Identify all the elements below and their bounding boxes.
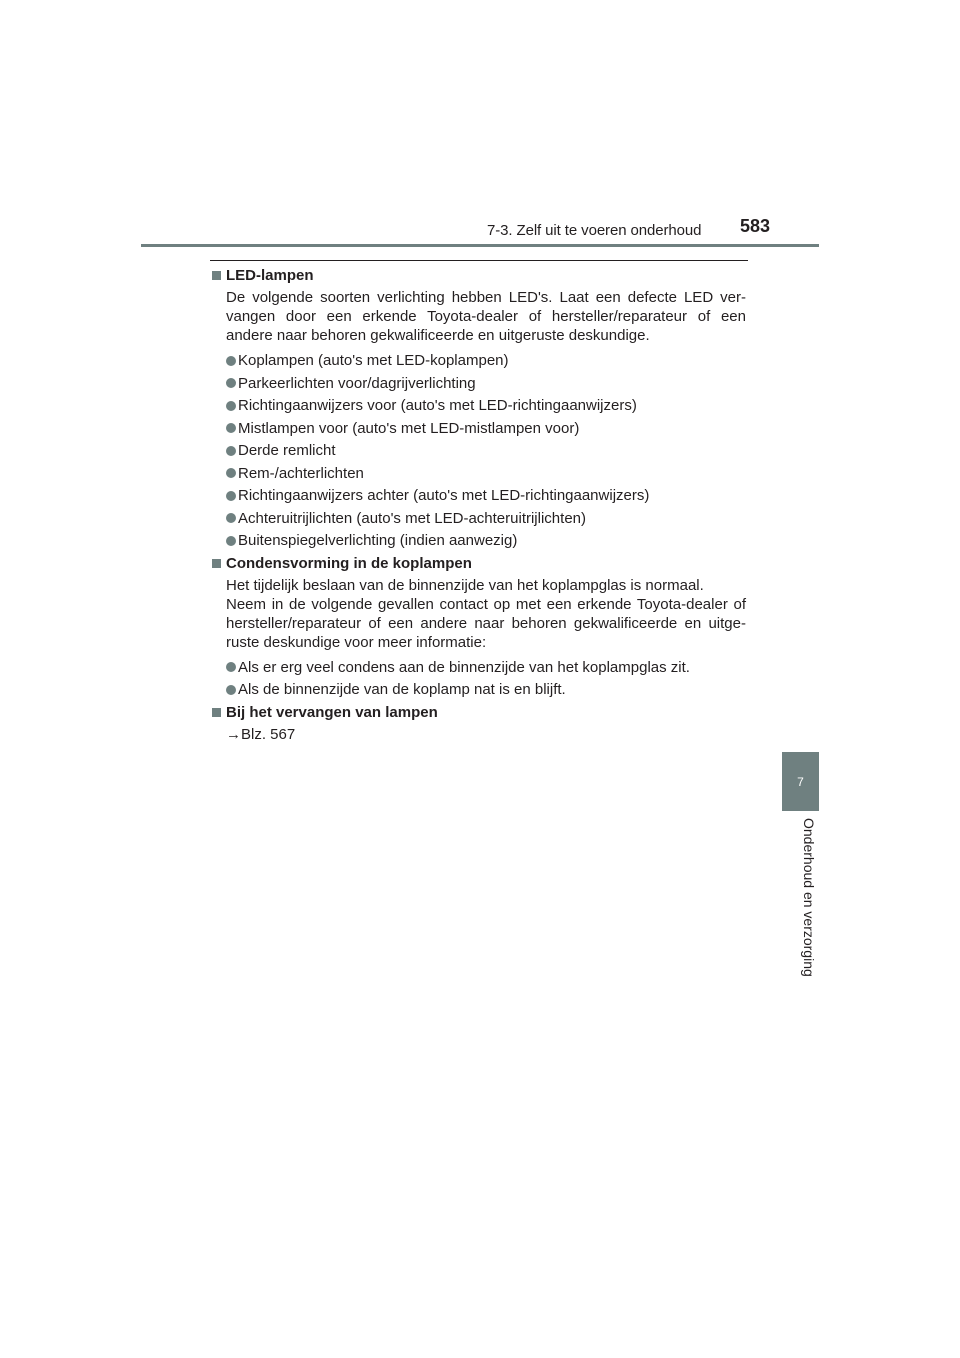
bullet-icon: [226, 401, 236, 411]
bullet-icon: [226, 685, 236, 695]
bullet-icon: [226, 423, 236, 433]
paragraph-line: vangen door een erkende Toyota-dealer of hersteller/reparateur of een: [226, 308, 746, 325]
paragraph-line: Het tijdelijk beslaan van de binnenzijde van het koplampglas is normaal.: [226, 576, 704, 594]
page-reference-link[interactable]: →Blz. 567: [226, 725, 296, 743]
list-item: [226, 351, 746, 370]
list-item: [226, 419, 746, 438]
section-heading: [210, 554, 746, 573]
chapter-tab[interactable]: [782, 752, 819, 811]
bullet-icon: [226, 513, 236, 523]
list-item: [226, 374, 746, 393]
list-item-text: Richtingaanwijzers voor (auto's met LED-richtingaanwijzers): [238, 397, 637, 414]
list-item: [226, 441, 746, 460]
list-item-text: Rem-/achterlichten: [238, 464, 364, 482]
square-bullet-icon: [212, 271, 221, 280]
bullet-icon: [226, 662, 236, 672]
paragraph-line: andere naar behoren gekwalificeerde en uitgeruste deskundige.: [226, 327, 650, 344]
section-paragraph: [226, 576, 746, 652]
section-heading: [210, 266, 746, 285]
content-divider: [210, 260, 748, 261]
paragraph-line: ruste deskundige voor meer informatie:: [226, 633, 487, 651]
square-bullet-icon: [212, 708, 221, 717]
bullet-icon: [226, 468, 236, 478]
section-title: Condensvorming in de koplampen: [226, 554, 472, 572]
bullet-icon: [226, 491, 236, 501]
list-item: [226, 658, 746, 677]
list-item: [226, 531, 746, 550]
page-content: [210, 266, 746, 744]
list-item: [226, 464, 746, 483]
section-title: LED-lampen: [226, 267, 314, 284]
list-item-text: Achteruitrijlichten (auto's met LED-achteruitrijlichten): [238, 509, 586, 527]
section-paragraph: [226, 288, 746, 345]
list-item: [226, 680, 746, 699]
chapter-number: 7: [797, 774, 804, 789]
list-item-text: Richtingaanwijzers achter (auto's met LED-richtingaanwijzers): [238, 487, 650, 504]
bullet-icon: [226, 378, 236, 388]
list-item-text: Koplampen (auto's met LED-koplampen): [238, 352, 509, 369]
header-divider: [141, 244, 819, 247]
list-item-text: Als er erg veel condens aan de binnenzijde van het koplampglas zit.: [238, 658, 690, 676]
section-title: Bij het vervangen van lampen: [226, 703, 438, 721]
section-heading: [210, 703, 746, 722]
square-bullet-icon: [212, 559, 221, 568]
bullet-icon: [226, 446, 236, 456]
paragraph-line: De volgende soorten verlichting hebben LED's. Laat een defecte LED ver-: [226, 289, 746, 306]
paragraph-line: Neem in de volgende gevallen contact op met een erkende Toyota-dealer of: [226, 595, 746, 613]
header-section-title: 7-3. Zelf uit te voeren onderhoud: [487, 222, 702, 239]
list-item: [226, 396, 746, 415]
list-item-text: Buitenspiegelverlichting (indien aanwezig): [238, 532, 518, 549]
page-number: 583: [740, 216, 771, 236]
list-item-text: Parkeerlichten voor/dagrijverlichting: [238, 374, 476, 392]
paragraph-line: hersteller/reparateur of een andere naar behoren gekwalificeerde en uitge-: [226, 614, 746, 632]
list-item-text: Als de binnenzijde van de koplamp nat is en blijft.: [238, 681, 566, 698]
bullet-icon: [226, 536, 236, 546]
bullet-icon: [226, 356, 236, 366]
list-item-text: Derde remlicht: [238, 442, 336, 459]
list-item: [226, 509, 746, 528]
list-item-text: Mistlampen voor (auto's met LED-mistlampen voor): [238, 419, 580, 437]
chapter-title: Onderhoud en verzorging: [801, 818, 817, 977]
list-item: [226, 486, 746, 505]
